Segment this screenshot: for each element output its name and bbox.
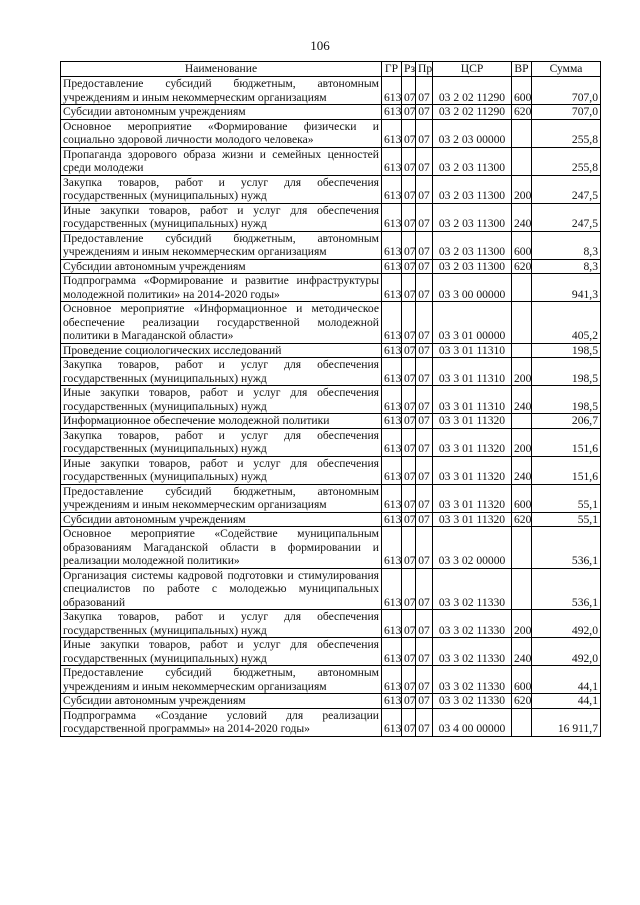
cell-vr: 620 [512, 512, 532, 527]
cell-pr: 07 [416, 302, 433, 344]
cell-gr: 613 [382, 203, 402, 231]
cell-vr: 200 [512, 175, 532, 203]
cell-gr: 613 [382, 666, 402, 694]
cell-vr [512, 527, 532, 569]
cell-sum: 247,5 [532, 175, 601, 203]
cell-gr: 613 [382, 708, 402, 736]
cell-csr: 03 3 00 00000 [433, 274, 512, 302]
cell-name: Субсидии автономным учреждениям [61, 259, 382, 274]
table-row [61, 638, 601, 666]
cell-sum: 8,3 [532, 231, 601, 259]
cell-vr: 620 [512, 694, 532, 709]
table-row [61, 694, 601, 709]
cell-pr: 07 [416, 694, 433, 709]
cell-sum: 247,5 [532, 203, 601, 231]
cell-gr: 613 [382, 484, 402, 512]
cell-pr: 07 [416, 638, 433, 666]
cell-sum: 405,2 [532, 302, 601, 344]
cell-name: Подпрограмма «Формирование и развитие инфраструктуры молодежной политики» на 2014-2020 годы» [61, 274, 382, 302]
cell-csr: 03 2 03 11300 [433, 147, 512, 175]
cell-csr: 03 3 01 11310 [433, 343, 512, 358]
cell-rz: 07 [402, 105, 416, 120]
cell-sum: 8,3 [532, 259, 601, 274]
table-row [61, 666, 601, 694]
cell-pr: 07 [416, 259, 433, 274]
cell-gr: 613 [382, 358, 402, 386]
cell-gr: 613 [382, 302, 402, 344]
cell-rz: 07 [402, 231, 416, 259]
table-row [61, 274, 601, 302]
cell-vr [512, 343, 532, 358]
cell-gr: 613 [382, 694, 402, 709]
cell-gr: 613 [382, 568, 402, 610]
cell-name: Закупка товаров, работ и услуг для обеспечения государственных (муниципальных) нужд [61, 428, 382, 456]
cell-rz: 07 [402, 568, 416, 610]
cell-rz: 07 [402, 302, 416, 344]
cell-name: Проведение социологических исследований [61, 343, 382, 358]
cell-sum: 707,0 [532, 105, 601, 120]
cell-csr: 03 3 02 11330 [433, 694, 512, 709]
cell-rz: 07 [402, 77, 416, 105]
cell-vr [512, 414, 532, 429]
cell-pr: 07 [416, 119, 433, 147]
cell-csr: 03 3 01 11320 [433, 414, 512, 429]
cell-csr: 03 2 02 11290 [433, 105, 512, 120]
cell-sum: 536,1 [532, 568, 601, 610]
cell-gr: 613 [382, 512, 402, 527]
table-row [61, 456, 601, 484]
cell-name: Пропаганда здорового образа жизни и семейных ценностей среди молодежи [61, 147, 382, 175]
header-gr: ГР [382, 62, 402, 77]
cell-pr: 07 [416, 568, 433, 610]
cell-rz: 07 [402, 147, 416, 175]
cell-pr: 07 [416, 484, 433, 512]
cell-name: Субсидии автономным учреждениям [61, 512, 382, 527]
cell-name: Предоставление субсидий бюджетным, автономным учреждениям и иным некоммерческим организациям [61, 77, 382, 105]
cell-pr: 07 [416, 708, 433, 736]
cell-pr: 07 [416, 386, 433, 414]
table-row [61, 302, 601, 344]
table-header-row [61, 62, 601, 77]
cell-pr: 07 [416, 428, 433, 456]
cell-gr: 613 [382, 343, 402, 358]
cell-vr [512, 119, 532, 147]
cell-sum: 707,0 [532, 77, 601, 105]
cell-gr: 613 [382, 428, 402, 456]
cell-csr: 03 3 02 00000 [433, 527, 512, 569]
cell-rz: 07 [402, 512, 416, 527]
cell-csr: 03 3 01 11310 [433, 386, 512, 414]
cell-pr: 07 [416, 512, 433, 527]
cell-name: Иные закупки товаров, работ и услуг для обеспечения государственных (муниципальных) нужд [61, 456, 382, 484]
cell-vr: 600 [512, 77, 532, 105]
cell-rz: 07 [402, 343, 416, 358]
cell-sum: 206,7 [532, 414, 601, 429]
cell-gr: 613 [382, 175, 402, 203]
cell-vr: 200 [512, 610, 532, 638]
table-row [61, 105, 601, 120]
table-row [61, 484, 601, 512]
cell-gr: 613 [382, 259, 402, 274]
cell-rz: 07 [402, 527, 416, 569]
cell-sum: 198,5 [532, 358, 601, 386]
header-rz: Рз [402, 62, 416, 77]
cell-sum: 44,1 [532, 666, 601, 694]
cell-gr: 613 [382, 386, 402, 414]
cell-name: Иные закупки товаров, работ и услуг для обеспечения государственных (муниципальных) нужд [61, 203, 382, 231]
cell-csr: 03 3 02 11330 [433, 638, 512, 666]
table-row [61, 119, 601, 147]
cell-vr [512, 147, 532, 175]
table-row [61, 175, 601, 203]
table-row [61, 708, 601, 736]
cell-vr: 200 [512, 358, 532, 386]
cell-csr: 03 2 02 11290 [433, 77, 512, 105]
cell-csr: 03 2 03 00000 [433, 119, 512, 147]
cell-vr: 600 [512, 231, 532, 259]
cell-sum: 44,1 [532, 694, 601, 709]
cell-csr: 03 3 02 11330 [433, 610, 512, 638]
page-number: 106 [310, 38, 330, 53]
cell-name: Подпрограмма «Создание условий для реализации государственной программы» на 2014-2020 годы» [61, 708, 382, 736]
cell-pr: 07 [416, 610, 433, 638]
cell-gr: 613 [382, 105, 402, 120]
cell-name: Предоставление субсидий бюджетным, автономным учреждениям и иным некоммерческим организациям [61, 666, 382, 694]
header-name: Наименование [61, 62, 382, 77]
cell-vr [512, 568, 532, 610]
cell-vr: 600 [512, 666, 532, 694]
table-body [61, 77, 601, 737]
cell-rz: 07 [402, 708, 416, 736]
cell-sum: 198,5 [532, 386, 601, 414]
cell-sum: 941,3 [532, 274, 601, 302]
cell-rz: 07 [402, 203, 416, 231]
cell-rz: 07 [402, 638, 416, 666]
cell-rz: 07 [402, 666, 416, 694]
cell-rz: 07 [402, 175, 416, 203]
cell-pr: 07 [416, 666, 433, 694]
cell-name: Информационное обеспечение молодежной политики [61, 414, 382, 429]
cell-rz: 07 [402, 259, 416, 274]
cell-rz: 07 [402, 428, 416, 456]
cell-vr [512, 302, 532, 344]
cell-pr: 07 [416, 77, 433, 105]
table-row [61, 358, 601, 386]
cell-csr: 03 2 03 11300 [433, 231, 512, 259]
cell-gr: 613 [382, 119, 402, 147]
cell-name: Закупка товаров, работ и услуг для обеспечения государственных (муниципальных) нужд [61, 175, 382, 203]
cell-rz: 07 [402, 274, 416, 302]
cell-rz: 07 [402, 119, 416, 147]
table-row [61, 610, 601, 638]
table-row [61, 259, 601, 274]
cell-sum: 255,8 [532, 119, 601, 147]
cell-gr: 613 [382, 610, 402, 638]
cell-csr: 03 4 00 00000 [433, 708, 512, 736]
cell-pr: 07 [416, 203, 433, 231]
cell-vr [512, 274, 532, 302]
cell-pr: 07 [416, 527, 433, 569]
cell-gr: 613 [382, 638, 402, 666]
cell-gr: 613 [382, 147, 402, 175]
cell-pr: 07 [416, 105, 433, 120]
cell-csr: 03 3 01 11320 [433, 484, 512, 512]
cell-pr: 07 [416, 231, 433, 259]
cell-csr: 03 2 03 11300 [433, 175, 512, 203]
cell-vr: 620 [512, 105, 532, 120]
cell-sum: 492,0 [532, 638, 601, 666]
cell-gr: 613 [382, 274, 402, 302]
cell-name: Субсидии автономным учреждениям [61, 105, 382, 120]
budget-table [60, 61, 601, 737]
cell-rz: 07 [402, 386, 416, 414]
table-row [61, 527, 601, 569]
header-sum: Сумма [532, 62, 601, 77]
cell-rz: 07 [402, 694, 416, 709]
table-row [61, 512, 601, 527]
table-row [61, 147, 601, 175]
cell-csr: 03 2 03 11300 [433, 259, 512, 274]
cell-name: Закупка товаров, работ и услуг для обеспечения государственных (муниципальных) нужд [61, 610, 382, 638]
cell-vr: 240 [512, 456, 532, 484]
cell-name: Основное мероприятие «Формирование физически и социально здоровой личности молодого человека» [61, 119, 382, 147]
cell-vr: 240 [512, 638, 532, 666]
cell-vr [512, 708, 532, 736]
cell-sum: 492,0 [532, 610, 601, 638]
cell-vr: 200 [512, 428, 532, 456]
cell-vr: 240 [512, 203, 532, 231]
cell-sum: 55,1 [532, 484, 601, 512]
cell-rz: 07 [402, 484, 416, 512]
cell-pr: 07 [416, 358, 433, 386]
cell-csr: 03 3 01 11320 [433, 512, 512, 527]
cell-csr: 03 3 01 00000 [433, 302, 512, 344]
cell-name: Иные закупки товаров, работ и услуг для обеспечения государственных (муниципальных) нужд [61, 638, 382, 666]
cell-gr: 613 [382, 231, 402, 259]
cell-rz: 07 [402, 414, 416, 429]
cell-sum: 198,5 [532, 343, 601, 358]
cell-name: Предоставление субсидий бюджетным, автономным учреждениям и иным некоммерческим организациям [61, 231, 382, 259]
cell-sum: 16 911,7 [532, 708, 601, 736]
cell-sum: 255,8 [532, 147, 601, 175]
cell-name: Иные закупки товаров, работ и услуг для обеспечения государственных (муниципальных) нужд [61, 386, 382, 414]
cell-name: Закупка товаров, работ и услуг для обеспечения государственных (муниципальных) нужд [61, 358, 382, 386]
cell-name: Основное мероприятие «Содействие муниципальным образованиям Магаданской области в формировании и реализации молодежной политики» [61, 527, 382, 569]
cell-sum: 151,6 [532, 428, 601, 456]
cell-csr: 03 3 02 11330 [433, 568, 512, 610]
cell-rz: 07 [402, 358, 416, 386]
header-vr: ВР [512, 62, 532, 77]
table-row [61, 428, 601, 456]
table-row [61, 343, 601, 358]
cell-csr: 03 2 03 11300 [433, 203, 512, 231]
cell-name: Предоставление субсидий бюджетным, автономным учреждениям и иным некоммерческим организациям [61, 484, 382, 512]
cell-gr: 613 [382, 414, 402, 429]
cell-pr: 07 [416, 456, 433, 484]
table-row [61, 77, 601, 105]
table-row [61, 386, 601, 414]
cell-pr: 07 [416, 414, 433, 429]
table-row [61, 231, 601, 259]
cell-sum: 151,6 [532, 456, 601, 484]
cell-vr: 600 [512, 484, 532, 512]
table-row [61, 203, 601, 231]
cell-csr: 03 3 01 11320 [433, 456, 512, 484]
cell-pr: 07 [416, 175, 433, 203]
cell-name: Основное мероприятие «Информационное и методическое обеспечение реализации государственной молодежной политики в Магаданской области» [61, 302, 382, 344]
cell-rz: 07 [402, 610, 416, 638]
header-pr: Пр [416, 62, 433, 77]
cell-vr: 240 [512, 386, 532, 414]
cell-vr: 620 [512, 259, 532, 274]
table-row [61, 568, 601, 610]
cell-pr: 07 [416, 274, 433, 302]
cell-csr: 03 3 01 11310 [433, 358, 512, 386]
cell-gr: 613 [382, 77, 402, 105]
cell-name: Субсидии автономным учреждениям [61, 694, 382, 709]
cell-pr: 07 [416, 147, 433, 175]
header-csr: ЦСР [433, 62, 512, 77]
cell-gr: 613 [382, 527, 402, 569]
cell-rz: 07 [402, 456, 416, 484]
cell-gr: 613 [382, 456, 402, 484]
cell-csr: 03 3 02 11330 [433, 666, 512, 694]
table-row [61, 414, 601, 429]
cell-sum: 55,1 [532, 512, 601, 527]
cell-sum: 536,1 [532, 527, 601, 569]
cell-pr: 07 [416, 343, 433, 358]
cell-name: Организация системы кадровой подготовки и стимулирования специалистов по работе с молодежью муниципальных образований [61, 568, 382, 610]
cell-csr: 03 3 01 11320 [433, 428, 512, 456]
